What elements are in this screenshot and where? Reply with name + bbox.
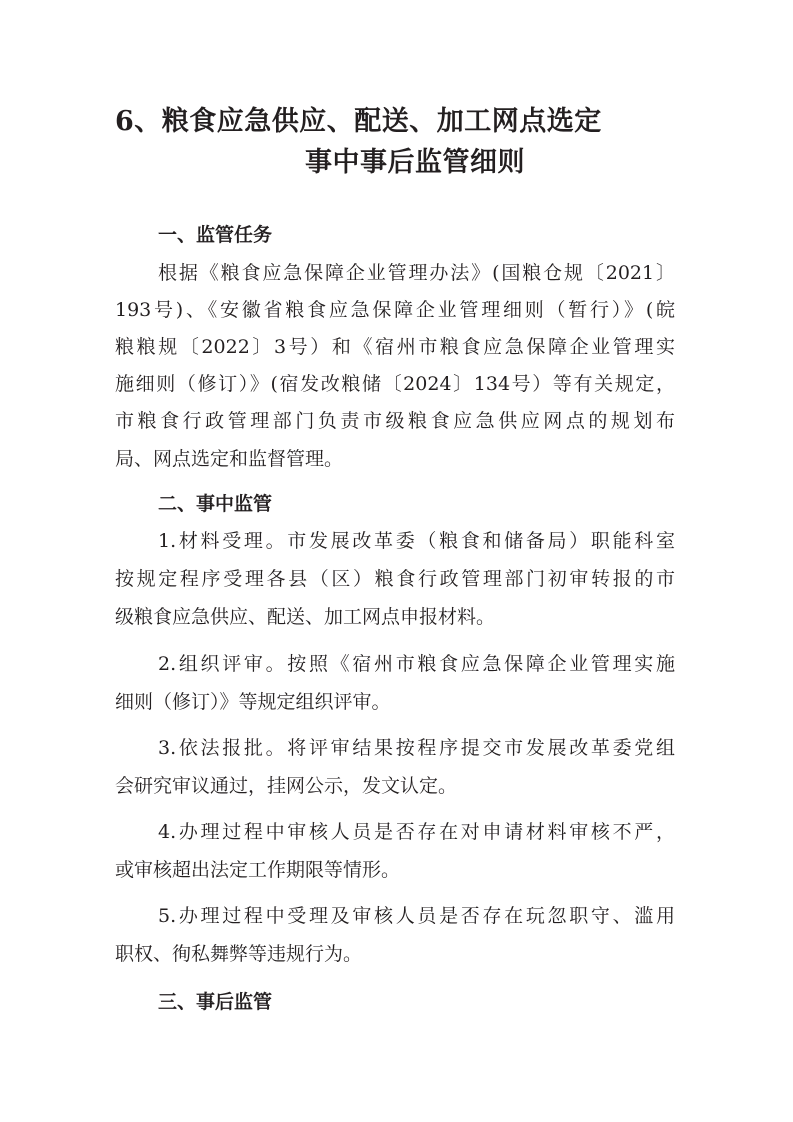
paragraph-line: 施细则（修订）》(宿发改粮储〔2024〕134号）等有关规定， xyxy=(115,373,675,395)
paragraph-line: 级粮食应急供应、配送、加工网点申报材料。 xyxy=(115,606,496,628)
section-heading-in-process-supervision: 二、事中监管 xyxy=(158,493,273,515)
paragraph-line: 职权、徇私舞弊等违规行为。 xyxy=(115,943,363,965)
paragraph-line: 根据《粮食应急保障企业管理办法》(国粮仓规〔2021〕 xyxy=(158,262,675,284)
paragraph-line: 或审核超出法定工作期限等情形。 xyxy=(115,859,401,881)
paragraph-line: 市粮食行政管理部门负责市级粮食应急供应网点的规划布 xyxy=(115,410,675,432)
document-title-line-1: 6、粮食应急供应、配送、加工网点选定 xyxy=(115,106,602,137)
paragraph-line: 细则（修订）》等规定组织评审。 xyxy=(115,691,391,713)
paragraph-line: 会研究审议通过，挂网公示，发文认定。 xyxy=(115,775,458,797)
paragraph-line: 粮粮规〔2022〕3号）和《宿州市粮食应急保障企业管理实 xyxy=(115,336,675,358)
paragraph-line: 1.材料受理。市发展改革委（粮食和储备局）职能科室 xyxy=(158,530,675,552)
document-title-line-2: 事中事后监管细则 xyxy=(305,147,525,178)
paragraph-line: 按规定程序受理各县（区）粮食行政管理部门初审转报的市 xyxy=(115,568,675,590)
paragraph-line: 193号)、《安徽省粮食应急保障企业管理细则（暂行）》(皖 xyxy=(115,299,675,321)
paragraph-line: 局、网点选定和监督管理。 xyxy=(115,448,344,470)
paragraph-line: 2.组织评审。按照《宿州市粮食应急保障企业管理实施 xyxy=(158,653,675,675)
section-heading-post-supervision: 三、事后监管 xyxy=(158,991,273,1013)
paragraph-line: 3.依法报批。将评审结果按程序提交市发展改革委党组 xyxy=(158,737,675,759)
section-heading-supervision-tasks: 一、监管任务 xyxy=(158,224,273,246)
paragraph-line: 5.办理过程中受理及审核人员是否存在玩忽职守、滥用 xyxy=(158,905,675,927)
paragraph-line: 4.办理过程中审核人员是否存在对申请材料审核不严， xyxy=(158,821,675,843)
